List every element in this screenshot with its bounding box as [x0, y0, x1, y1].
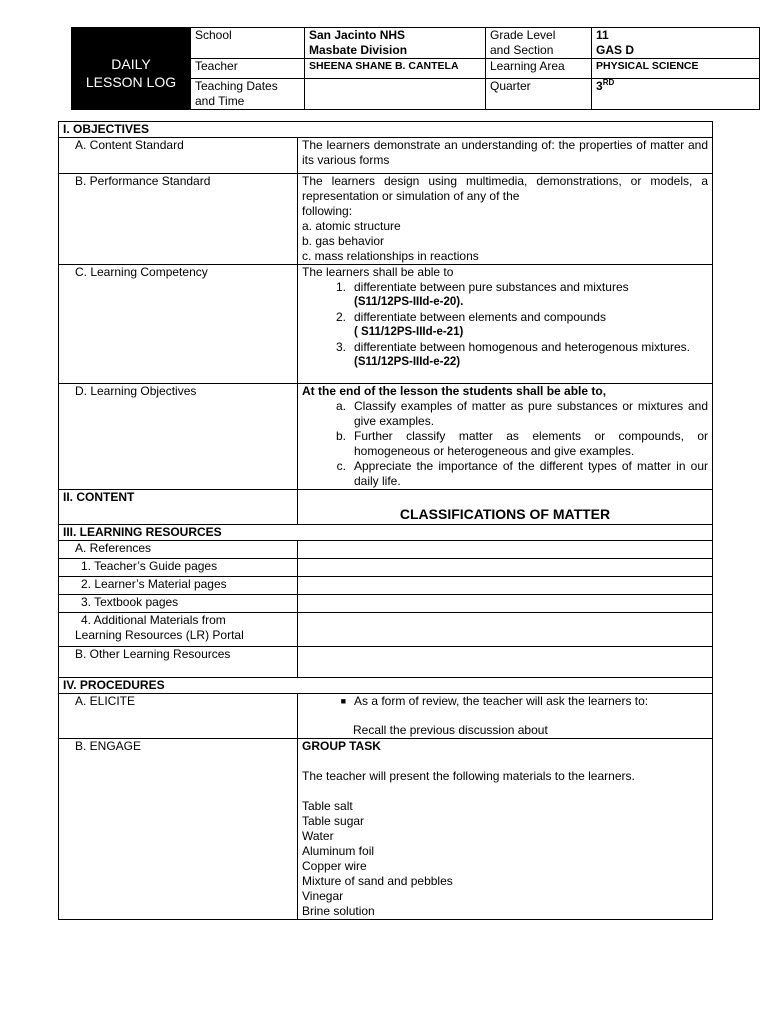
quarter-value: 3RD	[592, 79, 760, 110]
header-table	[71, 27, 760, 110]
material-item: Aluminum foil	[302, 844, 375, 858]
material-item: Table salt	[302, 799, 353, 813]
competency-item: 2. differentiate between elements and compounds	[335, 310, 606, 324]
performance-item: b. gas behavior	[302, 234, 385, 248]
performance-item: a. atomic structure	[302, 219, 401, 233]
competency-code: ( S11/12PS-IIId-e-21)	[354, 326, 464, 338]
material-item: Water	[302, 829, 334, 843]
school-value: San Jacinto NHS Masbate Division	[305, 28, 486, 59]
references-value	[298, 541, 713, 559]
additional-materials-label: 4. Additional Materials from Learning Resources (LR) Portal	[59, 613, 298, 647]
school-label: School	[191, 28, 305, 59]
learning-competency-text: The learners shall be able to 1. differentiate between pure substances and mixtures (S11/12PS-IIId-e-20). 2. differentiate between elements and compounds ( S11/12PS-IIId-e-21) 3. differentiate between homogenous and heterogenous mixtures. (S11/12PS-IIId-e-22)	[298, 265, 713, 384]
title-line2: LESSON LOG	[85, 73, 177, 90]
textbook-label: 3. Textbook pages	[59, 595, 298, 613]
content-standard-label: A. Content Standard	[59, 138, 298, 174]
competency-item: 1. differentiate between pure substances and mixtures	[335, 280, 629, 294]
procedures-heading: IV. PROCEDURES	[59, 678, 713, 694]
references-label: A. References	[59, 541, 298, 559]
resources-heading: III. LEARNING RESOURCES	[59, 525, 713, 541]
elicite-label: A. ELICITE	[59, 694, 298, 739]
competency-code: (S11/12PS-IIId-e-20).	[354, 296, 464, 308]
performance-standard-label: B. Performance Standard	[59, 174, 298, 265]
learning-objectives-text: At the end of the lesson the students shall be able to, a. Classify examples of matter as pure substances or mixtures and give examples. b. Further classify matter as elements or compounds, or homogeneous or heterogeneous and give examples. c. Appreciate the importance of the different types of matter in our daily life.	[298, 384, 713, 490]
engage-text: GROUP TASK The teacher will present the following materials to the learners. Table salt Table sugar Water Aluminum foil Copper wire Mixture of sand and pebbles Vinegar Brine solution	[298, 739, 713, 920]
competency-item: 3. differentiate between homogenous and heterogenous mixtures.	[335, 340, 691, 354]
content-heading: II. CONTENT	[59, 490, 298, 525]
engage-label: B. ENGAGE	[59, 739, 298, 920]
material-item: Copper wire	[302, 859, 367, 873]
objective-item: c. Appreciate the importance of the different types of matter in our daily life.	[336, 459, 708, 488]
learners-material-label: 2. Learner’s Material pages	[59, 577, 298, 595]
bullet-icon: ■	[340, 696, 346, 706]
grade-value: 11 GAS D	[592, 28, 760, 59]
teachers-guide-value	[298, 559, 713, 577]
objectives-heading: I. OBJECTIVES	[59, 122, 713, 138]
elicite-text: ■ As a form of review, the teacher will ask the learners to: Recall the previous discussion about	[298, 694, 713, 739]
competency-code: (S11/12PS-IIId-e-22)	[354, 356, 461, 368]
area-value: PHYSICAL SCIENCE	[592, 59, 760, 79]
teacher-label: Teacher	[191, 59, 305, 79]
title-line1: DAILY	[111, 55, 151, 72]
grade-label: Grade Level and Section	[486, 28, 592, 59]
other-resources-value	[298, 647, 713, 678]
material-item: Table sugar	[302, 814, 365, 828]
quarter-label: Quarter	[486, 79, 592, 110]
lesson-table	[58, 121, 713, 920]
learning-objectives-label: D. Learning Objectives	[59, 384, 298, 490]
teachers-guide-label: 1. Teacher’s Guide pages	[59, 559, 298, 577]
content-title: CLASSIFICATIONS OF MATTER	[298, 490, 713, 525]
material-item: Vinegar	[302, 889, 344, 903]
other-resources-label: B. Other Learning Resources	[59, 647, 298, 678]
performance-item: c. mass relationships in reactions	[302, 249, 479, 263]
objective-item: b. Further classify matter as elements or compounds, or homogeneous or heterogeneous and give examples.	[335, 429, 708, 458]
learners-material-value	[298, 577, 713, 595]
material-item: Mixture of sand and pebbles	[302, 874, 453, 888]
daily-lesson-log-title	[72, 28, 191, 110]
additional-materials-value	[298, 613, 713, 647]
learning-competency-label: C. Learning Competency	[59, 265, 298, 384]
area-label: Learning Area	[486, 59, 592, 79]
content-standard-text: The learners demonstrate an understanding of: the properties of matter and its various forms	[298, 138, 713, 174]
dates-value	[305, 79, 486, 110]
dates-label: Teaching Dates and Time	[191, 79, 305, 110]
objective-item: a. Classify examples of matter as pure substances or mixtures and give examples.	[335, 399, 708, 428]
teacher-value: SHEENA SHANE B. CANTELA	[305, 59, 486, 79]
material-item: Brine solution	[302, 904, 375, 918]
textbook-value	[298, 595, 713, 613]
performance-standard-text: The learners design using multimedia, demonstrations, or models, a representation or simulation of any of the following: a. atomic structure b. gas behavior c. mass relationships in reactions	[298, 174, 713, 265]
